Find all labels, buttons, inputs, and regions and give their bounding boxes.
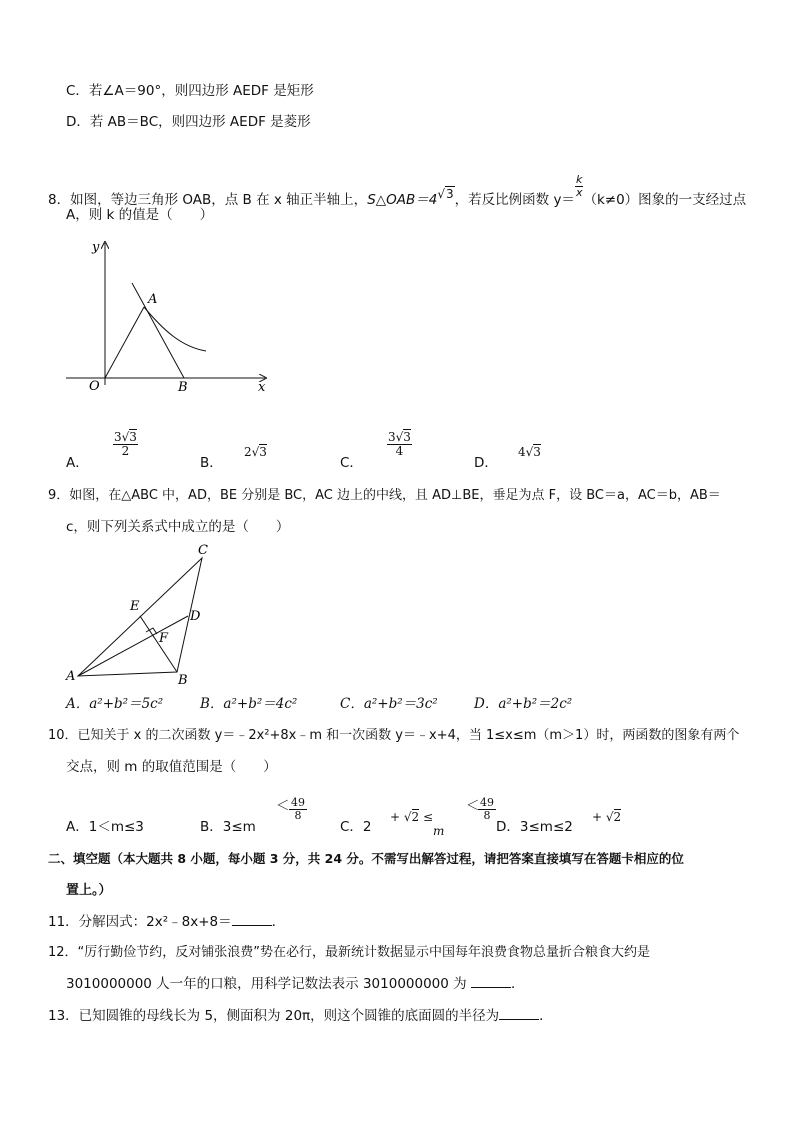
- q12-text: 3010000000 人一年的口粮，用科学记数法表示 3010000000 为: [66, 976, 467, 992]
- q8-option-c-value: 3√3 4: [388, 430, 411, 458]
- q8-area-label: S△OAB＝4: [367, 192, 438, 208]
- q10-c-frac-den: 8: [483, 809, 491, 822]
- q13-end: ．: [539, 1008, 553, 1024]
- q8-stem-line1: [48, 174, 746, 209]
- q8-option-d-value: 4√3: [518, 445, 541, 459]
- q10-c-frac-num: 49: [480, 796, 494, 809]
- q8-text-a: 8．如图，等边三角形 OAB，点 B 在 x 轴正半轴上，: [48, 192, 368, 208]
- q8-d-rad: 3: [533, 445, 541, 459]
- q11: [48, 913, 285, 931]
- q10-option-b: B．3≤m: [200, 819, 256, 835]
- label-e: E: [130, 599, 140, 614]
- q8-stem-line2: A，则 k 的值是（ ）: [66, 207, 214, 223]
- q8-text-b: ，若反比例函数 y＝: [454, 192, 575, 208]
- q12-line2: [66, 975, 524, 993]
- q10-option-c-sqrt: + √2 ≤: [390, 810, 434, 824]
- q11-end: ．: [271, 914, 286, 930]
- q8-c-coef: 3: [388, 430, 396, 444]
- label-y: y: [92, 240, 100, 255]
- q10-c-plus: +: [390, 810, 401, 824]
- q9-stem-line1: 9．如图，在△ABC 中，AD，BE 分别是 BC，AC 边上的中线，且 AD⊥BE，垂足为点 F，设 BC＝a，AC＝b，AB＝: [48, 488, 721, 503]
- q8-frac-den: x: [575, 186, 583, 199]
- triangle-abc: [78, 558, 202, 676]
- q8-area-radicand: 3: [446, 187, 454, 201]
- q9-option-a: A．a²+b²＝5c²: [66, 696, 164, 712]
- q11-answer-blank[interactable]: [232, 913, 272, 926]
- q8-a-den: 2: [121, 444, 130, 458]
- q8-frac-num: k: [576, 173, 583, 186]
- q12-line1: 12．“厉行勤俭节约，反对铺张浪费”势在必行，最新统计数据显示中国每年浪费食物总量折合粮食大约是: [48, 945, 651, 960]
- q8-option-b-label: B．: [200, 455, 223, 471]
- hyperbola-branch: [144, 307, 206, 351]
- q8-option-c-label: C．: [340, 455, 363, 471]
- q10-d-plus: +: [592, 810, 603, 824]
- q10-option-d: D．3≤m≤2: [496, 819, 573, 835]
- label-f: F: [159, 631, 169, 646]
- q10-option-c: C．2: [340, 819, 372, 835]
- median-ad: [78, 616, 188, 676]
- q9-option-c: C．a²+b²＝3c²: [340, 696, 438, 712]
- q10-option-d-sqrt: + √2: [592, 810, 622, 824]
- q8-a-rad: 3: [129, 430, 137, 444]
- label-a: A: [148, 292, 158, 307]
- q8-c-rad: 3: [403, 430, 411, 444]
- q9-stem-line2: c，则下列关系式中成立的是（ ）: [66, 519, 290, 535]
- q10-option-b-lt: ＜: [276, 798, 290, 814]
- q10-c-rad: 2: [411, 810, 420, 824]
- q8-option-b-value: 2√3: [244, 445, 267, 459]
- q8-option-a-value: 3√3 2: [114, 430, 137, 458]
- q10-b-frac-num: 49: [291, 796, 305, 809]
- q10-c-le: ≤: [423, 810, 434, 824]
- label-x: x: [258, 380, 266, 395]
- q8-b-rad: 3: [259, 445, 267, 459]
- q8-graph: [60, 235, 270, 395]
- q9-option-d: D．a²+b²＝2c²: [474, 696, 573, 712]
- q8-option-a-label: A．: [66, 455, 89, 471]
- q11-text: 11．分解因式：2x²﹣8x+8＝: [48, 914, 232, 930]
- label-b: B: [178, 673, 188, 685]
- q8-text-c: （k≠0）图象的一支经过点: [583, 192, 747, 208]
- q10-stem-line2: 交点，则 m 的取值范围是（ ）: [66, 759, 277, 775]
- section2-heading-line1: 二、填空题（本大题共 8 小题，每小题 3 分，共 24 分。不需写出解答过程，请把答案直接填写在答题卡相应的位: [48, 851, 684, 866]
- q8-option-d-label: D．: [474, 455, 498, 471]
- q12-answer-blank[interactable]: [471, 975, 511, 988]
- q8-c-den: 4: [395, 444, 404, 458]
- label-d: D: [190, 609, 201, 624]
- q10-d-rad: 2: [613, 810, 622, 824]
- label-c: C: [198, 543, 208, 558]
- label-a: A: [66, 669, 76, 684]
- q10-option-b-fraction: [289, 797, 307, 822]
- segment-oa: [105, 307, 144, 378]
- q12-end: ．: [510, 976, 525, 992]
- q10-option-c-m: m: [433, 824, 445, 838]
- q10-b-frac-den: 8: [294, 809, 302, 822]
- q8-d-coef: 4: [518, 445, 526, 459]
- segment-ab: [132, 283, 184, 378]
- q9-triangle-figure: [60, 540, 220, 685]
- q13: [48, 1007, 553, 1025]
- q8-area-sqrt: √3: [437, 187, 454, 201]
- q10-option-c-fraction: [478, 797, 496, 822]
- q13-answer-blank[interactable]: [499, 1007, 539, 1020]
- q8-a-coef: 3: [114, 430, 122, 444]
- section2-heading-line2: 置上。）: [66, 883, 112, 898]
- label-o: O: [89, 379, 100, 394]
- q10-option-c-lt: ＜: [466, 798, 480, 814]
- q10-option-a: A．1＜m≤3: [66, 819, 144, 835]
- q7-option-c: C．若∠A＝90°，则四边形 AEDF 是矩形: [66, 83, 314, 99]
- label-b: B: [178, 380, 188, 395]
- q10-stem-line1: 10．已知关于 x 的二次函数 y＝﹣2x²+8x﹣m 和一次函数 y＝﹣x+4，当 1≤x≤m（m＞1）时，两函数的图象有两个: [48, 728, 740, 743]
- q8-b-coef: 2: [244, 445, 252, 459]
- q7-option-d: D．若 AB＝BC，则四边形 AEDF 是菱形: [66, 114, 311, 130]
- q9-option-b: B．a²+b²＝4c²: [200, 696, 298, 712]
- q13-text: 13．已知圆锥的母线长为 5，侧面积为 20π，则这个圆锥的底面圆的半径为: [48, 1008, 500, 1024]
